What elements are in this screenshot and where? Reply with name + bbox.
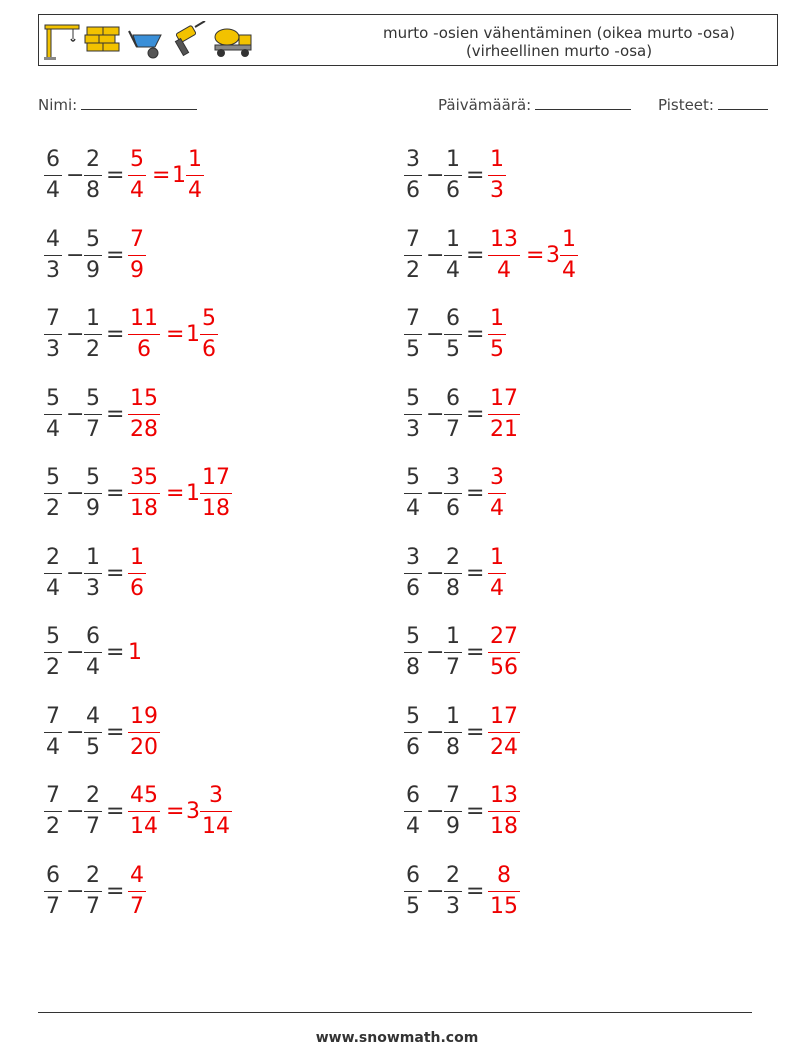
- subtrahend-fraction: [444, 622, 462, 683]
- problem-row: [44, 145, 384, 215]
- date-blank[interactable]: [535, 95, 631, 110]
- answer-fraction: [488, 861, 520, 922]
- answer-fraction-numerator: 15: [130, 385, 158, 411]
- minus-sign: −: [66, 322, 85, 347]
- minuend-fraction-numerator: 5: [406, 385, 420, 411]
- score-blank[interactable]: [718, 95, 768, 110]
- equals-sign: =: [106, 401, 125, 427]
- subtrahend-fraction-numerator: 5: [86, 465, 100, 490]
- answer-fraction-denominator: 6: [137, 337, 151, 362]
- minuend-fraction: [44, 781, 62, 842]
- minuend-fraction-numerator: 6: [46, 862, 60, 888]
- mixed-equals-sign: =: [526, 242, 545, 268]
- answer-fraction: [488, 225, 520, 286]
- problem-row: [404, 463, 744, 533]
- mixed-fraction-numerator: 1: [188, 147, 202, 172]
- minuend-fraction-denominator: 8: [406, 655, 420, 680]
- answer-fraction-denominator: 14: [130, 814, 158, 839]
- score-label: Pisteet:: [658, 96, 714, 114]
- mixed-fraction: [200, 463, 232, 524]
- minuend-fraction-numerator: 5: [406, 465, 420, 490]
- minuend-fraction-denominator: 4: [46, 734, 60, 760]
- minuend-fraction: [404, 304, 422, 365]
- problem-row: [44, 225, 384, 295]
- mixed-equals-sign: =: [166, 322, 185, 347]
- problem-row: [44, 463, 384, 533]
- answer-fraction-numerator: 5: [130, 147, 144, 172]
- answer-fraction: [128, 225, 146, 286]
- minus-sign: −: [66, 560, 85, 586]
- minus-sign: −: [426, 322, 445, 347]
- minus-sign: −: [66, 401, 85, 427]
- minuend-fraction-numerator: 3: [406, 147, 420, 172]
- problem-row: [44, 861, 384, 931]
- equals-sign: =: [466, 878, 485, 904]
- minuend-fraction-numerator: 3: [406, 544, 420, 570]
- score-field[interactable]: [658, 95, 768, 114]
- subtrahend-fraction: [444, 702, 462, 763]
- mixed-whole: 1: [186, 322, 200, 347]
- subtrahend-fraction: [84, 702, 102, 763]
- wheelbarrow-icon: [127, 21, 167, 61]
- answer-fraction-denominator: 3: [490, 178, 504, 203]
- subtrahend-fraction-numerator: 1: [86, 306, 100, 331]
- date-label: Päivämäärä:: [438, 96, 532, 114]
- equals-sign: =: [106, 878, 125, 904]
- minuend-fraction-denominator: 4: [406, 496, 420, 521]
- problem-row: [404, 781, 744, 851]
- subtrahend-fraction-numerator: 1: [446, 147, 460, 172]
- bricks-icon: [83, 21, 125, 61]
- name-label: Nimi:: [38, 96, 78, 114]
- mixed-fraction: [186, 145, 204, 206]
- answer-fraction-denominator: 24: [490, 734, 518, 760]
- answer-fraction: [488, 145, 506, 206]
- subtrahend-fraction: [444, 781, 462, 842]
- equals-sign: =: [466, 799, 485, 824]
- subtrahend-fraction: [444, 304, 462, 365]
- equals-sign: =: [466, 481, 485, 506]
- answer-fraction-numerator: 7: [130, 226, 144, 252]
- minuend-fraction-numerator: 5: [406, 624, 420, 649]
- subtrahend-fraction-denominator: 3: [86, 575, 100, 601]
- minus-sign: −: [66, 481, 85, 506]
- answer-fraction-numerator: 1: [490, 544, 504, 570]
- subtrahend-fraction-numerator: 4: [86, 703, 100, 729]
- minuend-fraction-denominator: 4: [46, 178, 60, 203]
- subtrahend-fraction: [444, 384, 462, 445]
- answer-fraction: [488, 543, 506, 604]
- mixed-whole: 3: [186, 799, 200, 824]
- minuend-fraction-numerator: 7: [46, 703, 60, 729]
- equals-sign: =: [106, 481, 125, 506]
- answer-fraction-denominator: 18: [490, 814, 518, 839]
- minuend-fraction-numerator: 6: [406, 862, 420, 888]
- subtrahend-fraction-numerator: 3: [446, 465, 460, 490]
- subtrahend-fraction-numerator: 1: [86, 544, 100, 570]
- worksheet-header: [38, 14, 778, 66]
- minuend-fraction-numerator: 7: [406, 306, 420, 331]
- subtrahend-fraction: [84, 463, 102, 524]
- mixed-equals-sign: =: [166, 481, 185, 506]
- minus-sign: −: [66, 640, 85, 665]
- answer-fraction-denominator: 21: [490, 416, 518, 442]
- subtrahend-fraction: [84, 543, 102, 604]
- subtrahend-fraction-numerator: 6: [86, 624, 100, 649]
- subtrahend-fraction-denominator: 7: [86, 814, 100, 839]
- subtrahend-fraction-numerator: 2: [86, 147, 100, 172]
- subtrahend-fraction: [444, 225, 462, 286]
- subtrahend-fraction-denominator: 7: [446, 416, 460, 442]
- equals-sign: =: [106, 242, 125, 268]
- equals-sign: =: [466, 163, 485, 188]
- mixed-equals-sign: =: [166, 799, 185, 824]
- minus-sign: −: [66, 163, 85, 188]
- answer-fraction-numerator: 3: [490, 465, 504, 490]
- equals-sign: =: [106, 163, 125, 188]
- answer-fraction-denominator: 20: [130, 734, 158, 760]
- minuend-fraction-denominator: 7: [46, 893, 60, 919]
- answer-fraction-numerator: 1: [490, 147, 504, 172]
- header-icons: [43, 21, 255, 61]
- minus-sign: −: [66, 878, 85, 904]
- minuend-fraction-numerator: 5: [46, 465, 60, 490]
- answer-fraction-denominator: 4: [130, 178, 144, 203]
- minuend-fraction-numerator: 5: [46, 385, 60, 411]
- answer-fraction: [128, 384, 160, 445]
- minuend-fraction: [44, 622, 62, 683]
- answer-fraction-denominator: 9: [130, 257, 144, 283]
- mixed-fraction: [560, 225, 578, 286]
- minuend-fraction-denominator: 3: [406, 416, 420, 442]
- mixed-fraction-denominator: 14: [202, 814, 230, 839]
- problem-row: [404, 702, 744, 772]
- equals-sign: =: [106, 560, 125, 586]
- subtrahend-fraction-denominator: 8: [446, 575, 460, 601]
- answer-fraction: [488, 781, 520, 842]
- answer-fraction-numerator: 19: [130, 703, 158, 729]
- crane-icon: [43, 21, 81, 61]
- subtrahend-fraction-denominator: 6: [446, 178, 460, 203]
- problem-row: [44, 304, 384, 374]
- minuend-fraction: [404, 861, 422, 922]
- minuend-fraction: [44, 463, 62, 524]
- minus-sign: −: [426, 799, 445, 824]
- problem-row: [404, 543, 744, 613]
- date-field[interactable]: [438, 95, 631, 114]
- minuend-fraction-numerator: 4: [46, 226, 60, 252]
- problem-row: [44, 781, 384, 851]
- mixed-whole: 3: [546, 242, 560, 268]
- subtrahend-fraction: [444, 861, 462, 922]
- equals-sign: =: [466, 401, 485, 427]
- answer-fraction-denominator: 15: [490, 893, 518, 919]
- answer-fraction-denominator: 18: [130, 496, 158, 521]
- minuend-fraction: [404, 384, 422, 445]
- minus-sign: −: [426, 242, 445, 268]
- footer-divider: [38, 1012, 752, 1013]
- minuend-fraction-denominator: 3: [46, 257, 60, 283]
- subtrahend-fraction: [444, 145, 462, 206]
- minus-sign: −: [66, 242, 85, 268]
- answer-fraction-numerator: 8: [497, 862, 511, 888]
- minus-sign: −: [426, 878, 445, 904]
- answer-fraction-numerator: 11: [130, 306, 158, 331]
- subtrahend-fraction-numerator: 1: [446, 703, 460, 729]
- minuend-fraction-denominator: 4: [46, 575, 60, 601]
- answer-fraction-denominator: 4: [490, 496, 504, 521]
- answer-fraction-numerator: 1: [490, 306, 504, 331]
- equals-sign: =: [106, 719, 125, 745]
- subtrahend-fraction-numerator: 6: [446, 385, 460, 411]
- subtrahend-fraction: [84, 145, 102, 206]
- minuend-fraction-denominator: 5: [406, 337, 420, 362]
- subtrahend-fraction-denominator: 2: [86, 337, 100, 362]
- answer-fraction: [488, 463, 506, 524]
- minuend-fraction-numerator: 7: [46, 306, 60, 331]
- subtrahend-fraction-denominator: 7: [86, 416, 100, 442]
- problem-row: [404, 622, 744, 692]
- subtrahend-fraction-numerator: 2: [446, 544, 460, 570]
- minuend-fraction-denominator: 2: [46, 814, 60, 839]
- minus-sign: −: [426, 560, 445, 586]
- minuend-fraction-denominator: 2: [406, 257, 420, 283]
- equals-sign: =: [466, 560, 485, 586]
- equals-sign: =: [466, 640, 485, 665]
- subtrahend-fraction-denominator: 5: [446, 337, 460, 362]
- answer-fraction-numerator: 35: [130, 465, 158, 490]
- equals-sign: =: [106, 799, 125, 824]
- answer-fraction: [488, 384, 520, 445]
- subtrahend-fraction-numerator: 7: [446, 783, 460, 808]
- minuend-fraction-numerator: 5: [406, 703, 420, 729]
- answer-fraction-denominator: 56: [490, 655, 518, 680]
- minuend-fraction: [404, 702, 422, 763]
- answer-fraction-numerator: 1: [130, 544, 144, 570]
- minuend-fraction-denominator: 6: [406, 734, 420, 760]
- minuend-fraction: [44, 543, 62, 604]
- problem-row: [44, 622, 384, 692]
- subtrahend-fraction-numerator: 1: [446, 624, 460, 649]
- answer-whole: 1: [128, 640, 142, 665]
- mixed-fraction-denominator: 6: [202, 337, 216, 362]
- worksheet-title: murto -osien vähentäminen (oikea murto -osa) (virheellinen murto -osa): [382, 24, 736, 60]
- subtrahend-fraction-denominator: 8: [446, 734, 460, 760]
- minuend-fraction-denominator: 4: [406, 814, 420, 839]
- answer-fraction-numerator: 27: [490, 624, 518, 649]
- minuend-fraction-numerator: 7: [46, 783, 60, 808]
- answer-fraction-denominator: 4: [497, 257, 511, 283]
- subtrahend-fraction-denominator: 4: [86, 655, 100, 680]
- mixed-fraction-numerator: 5: [202, 306, 216, 331]
- mixed-fraction-numerator: 3: [209, 783, 223, 808]
- minuend-fraction: [44, 304, 62, 365]
- subtrahend-fraction: [84, 861, 102, 922]
- answer-fraction: [128, 781, 160, 842]
- mixed-fraction-denominator: 18: [202, 496, 230, 521]
- minuend-fraction-numerator: 2: [46, 544, 60, 570]
- minuend-fraction: [404, 781, 422, 842]
- subtrahend-fraction-numerator: 6: [446, 306, 460, 331]
- subtrahend-fraction-denominator: 8: [86, 178, 100, 203]
- minuend-fraction-denominator: 3: [46, 337, 60, 362]
- problem-row: [44, 384, 384, 454]
- answer-fraction-numerator: 13: [490, 783, 518, 808]
- minuend-fraction: [44, 145, 62, 206]
- problem-row: [404, 145, 744, 215]
- minuend-fraction: [44, 384, 62, 445]
- problem-row: [44, 543, 384, 613]
- subtrahend-fraction-denominator: 7: [86, 893, 100, 919]
- answer-fraction-denominator: 4: [490, 575, 504, 601]
- subtrahend-fraction: [84, 622, 102, 683]
- subtrahend-fraction-denominator: 5: [86, 734, 100, 760]
- answer-fraction-denominator: 7: [130, 893, 144, 919]
- minuend-fraction: [404, 225, 422, 286]
- drill-icon: [169, 21, 209, 61]
- subtrahend-fraction-numerator: 2: [446, 862, 460, 888]
- mixed-fraction-numerator: 17: [202, 465, 230, 490]
- answer-fraction: [488, 702, 520, 763]
- minus-sign: −: [66, 799, 85, 824]
- mixed-fraction: [200, 781, 232, 842]
- mixed-fraction: [200, 304, 218, 365]
- minuend-fraction: [404, 145, 422, 206]
- minuend-fraction: [404, 463, 422, 524]
- answer-fraction: [128, 304, 160, 365]
- equals-sign: =: [106, 322, 125, 347]
- minuend-fraction: [44, 225, 62, 286]
- subtrahend-fraction-denominator: 9: [86, 496, 100, 521]
- subtrahend-fraction: [84, 225, 102, 286]
- minuend-fraction-denominator: 6: [406, 575, 420, 601]
- problem-row: [44, 702, 384, 772]
- subtrahend-fraction-denominator: 9: [86, 257, 100, 283]
- minus-sign: −: [426, 163, 445, 188]
- minuend-fraction: [404, 543, 422, 604]
- problem-row: [404, 225, 744, 295]
- subtrahend-fraction-numerator: 1: [446, 226, 460, 252]
- answer-fraction-numerator: 13: [490, 226, 518, 252]
- cement-truck-icon: [211, 21, 255, 61]
- minuend-fraction-numerator: 6: [46, 147, 60, 172]
- mixed-fraction-denominator: 4: [188, 178, 202, 203]
- minuend-fraction-denominator: 2: [46, 496, 60, 521]
- answer-fraction: [488, 622, 520, 683]
- answer-fraction: [128, 861, 146, 922]
- equals-sign: =: [106, 640, 125, 665]
- minus-sign: −: [426, 481, 445, 506]
- minus-sign: −: [426, 401, 445, 427]
- answer-fraction-denominator: 6: [130, 575, 144, 601]
- footer-url[interactable]: www.snowmath.com: [315, 1030, 479, 1046]
- subtrahend-fraction-numerator: 2: [86, 862, 100, 888]
- minuend-fraction-denominator: 5: [406, 893, 420, 919]
- subtrahend-fraction: [84, 304, 102, 365]
- minuend-fraction-numerator: 5: [46, 624, 60, 649]
- minuend-fraction-numerator: 7: [406, 226, 420, 252]
- minuend-fraction-denominator: 2: [46, 655, 60, 680]
- mixed-equals-sign: =: [152, 163, 171, 188]
- equals-sign: =: [466, 242, 485, 268]
- subtrahend-fraction-denominator: 9: [446, 814, 460, 839]
- answer-fraction-numerator: 17: [490, 385, 518, 411]
- subtrahend-fraction-numerator: 5: [86, 385, 100, 411]
- mixed-fraction-numerator: 1: [562, 226, 576, 252]
- answer-fraction-numerator: 17: [490, 703, 518, 729]
- answer-fraction-denominator: 28: [130, 416, 158, 442]
- equals-sign: =: [466, 322, 485, 347]
- minus-sign: −: [66, 719, 85, 745]
- problem-row: [404, 304, 744, 374]
- minuend-fraction: [404, 622, 422, 683]
- mixed-fraction-denominator: 4: [562, 257, 576, 283]
- problem-row: [404, 384, 744, 454]
- subtrahend-fraction-denominator: 3: [446, 893, 460, 919]
- answer-fraction: [128, 463, 160, 524]
- mixed-whole: 1: [186, 481, 200, 506]
- minus-sign: −: [426, 640, 445, 665]
- answer-fraction: [488, 304, 506, 365]
- minuend-fraction-denominator: 6: [406, 178, 420, 203]
- answer-fraction: [128, 145, 146, 206]
- answer-fraction-numerator: 4: [130, 862, 144, 888]
- problem-row: [404, 861, 744, 931]
- subtrahend-fraction: [444, 463, 462, 524]
- minus-sign: −: [426, 719, 445, 745]
- subtrahend-fraction-denominator: 4: [446, 257, 460, 283]
- answer-fraction: [128, 543, 146, 604]
- subtrahend-fraction: [84, 781, 102, 842]
- name-field[interactable]: [38, 95, 197, 114]
- subtrahend-fraction-denominator: 6: [446, 496, 460, 521]
- subtrahend-fraction-numerator: 5: [86, 226, 100, 252]
- answer-fraction-numerator: 45: [130, 783, 158, 808]
- answer-fraction-denominator: 5: [490, 337, 504, 362]
- minuend-fraction-denominator: 4: [46, 416, 60, 442]
- subtrahend-fraction-numerator: 2: [86, 783, 100, 808]
- equals-sign: =: [466, 719, 485, 745]
- answer-fraction: [128, 702, 160, 763]
- minuend-fraction: [44, 702, 62, 763]
- mixed-whole: 1: [172, 163, 186, 188]
- name-blank[interactable]: [81, 95, 197, 110]
- minuend-fraction-numerator: 6: [406, 783, 420, 808]
- subtrahend-fraction-denominator: 7: [446, 655, 460, 680]
- minuend-fraction: [44, 861, 62, 922]
- subtrahend-fraction: [444, 543, 462, 604]
- subtrahend-fraction: [84, 384, 102, 445]
